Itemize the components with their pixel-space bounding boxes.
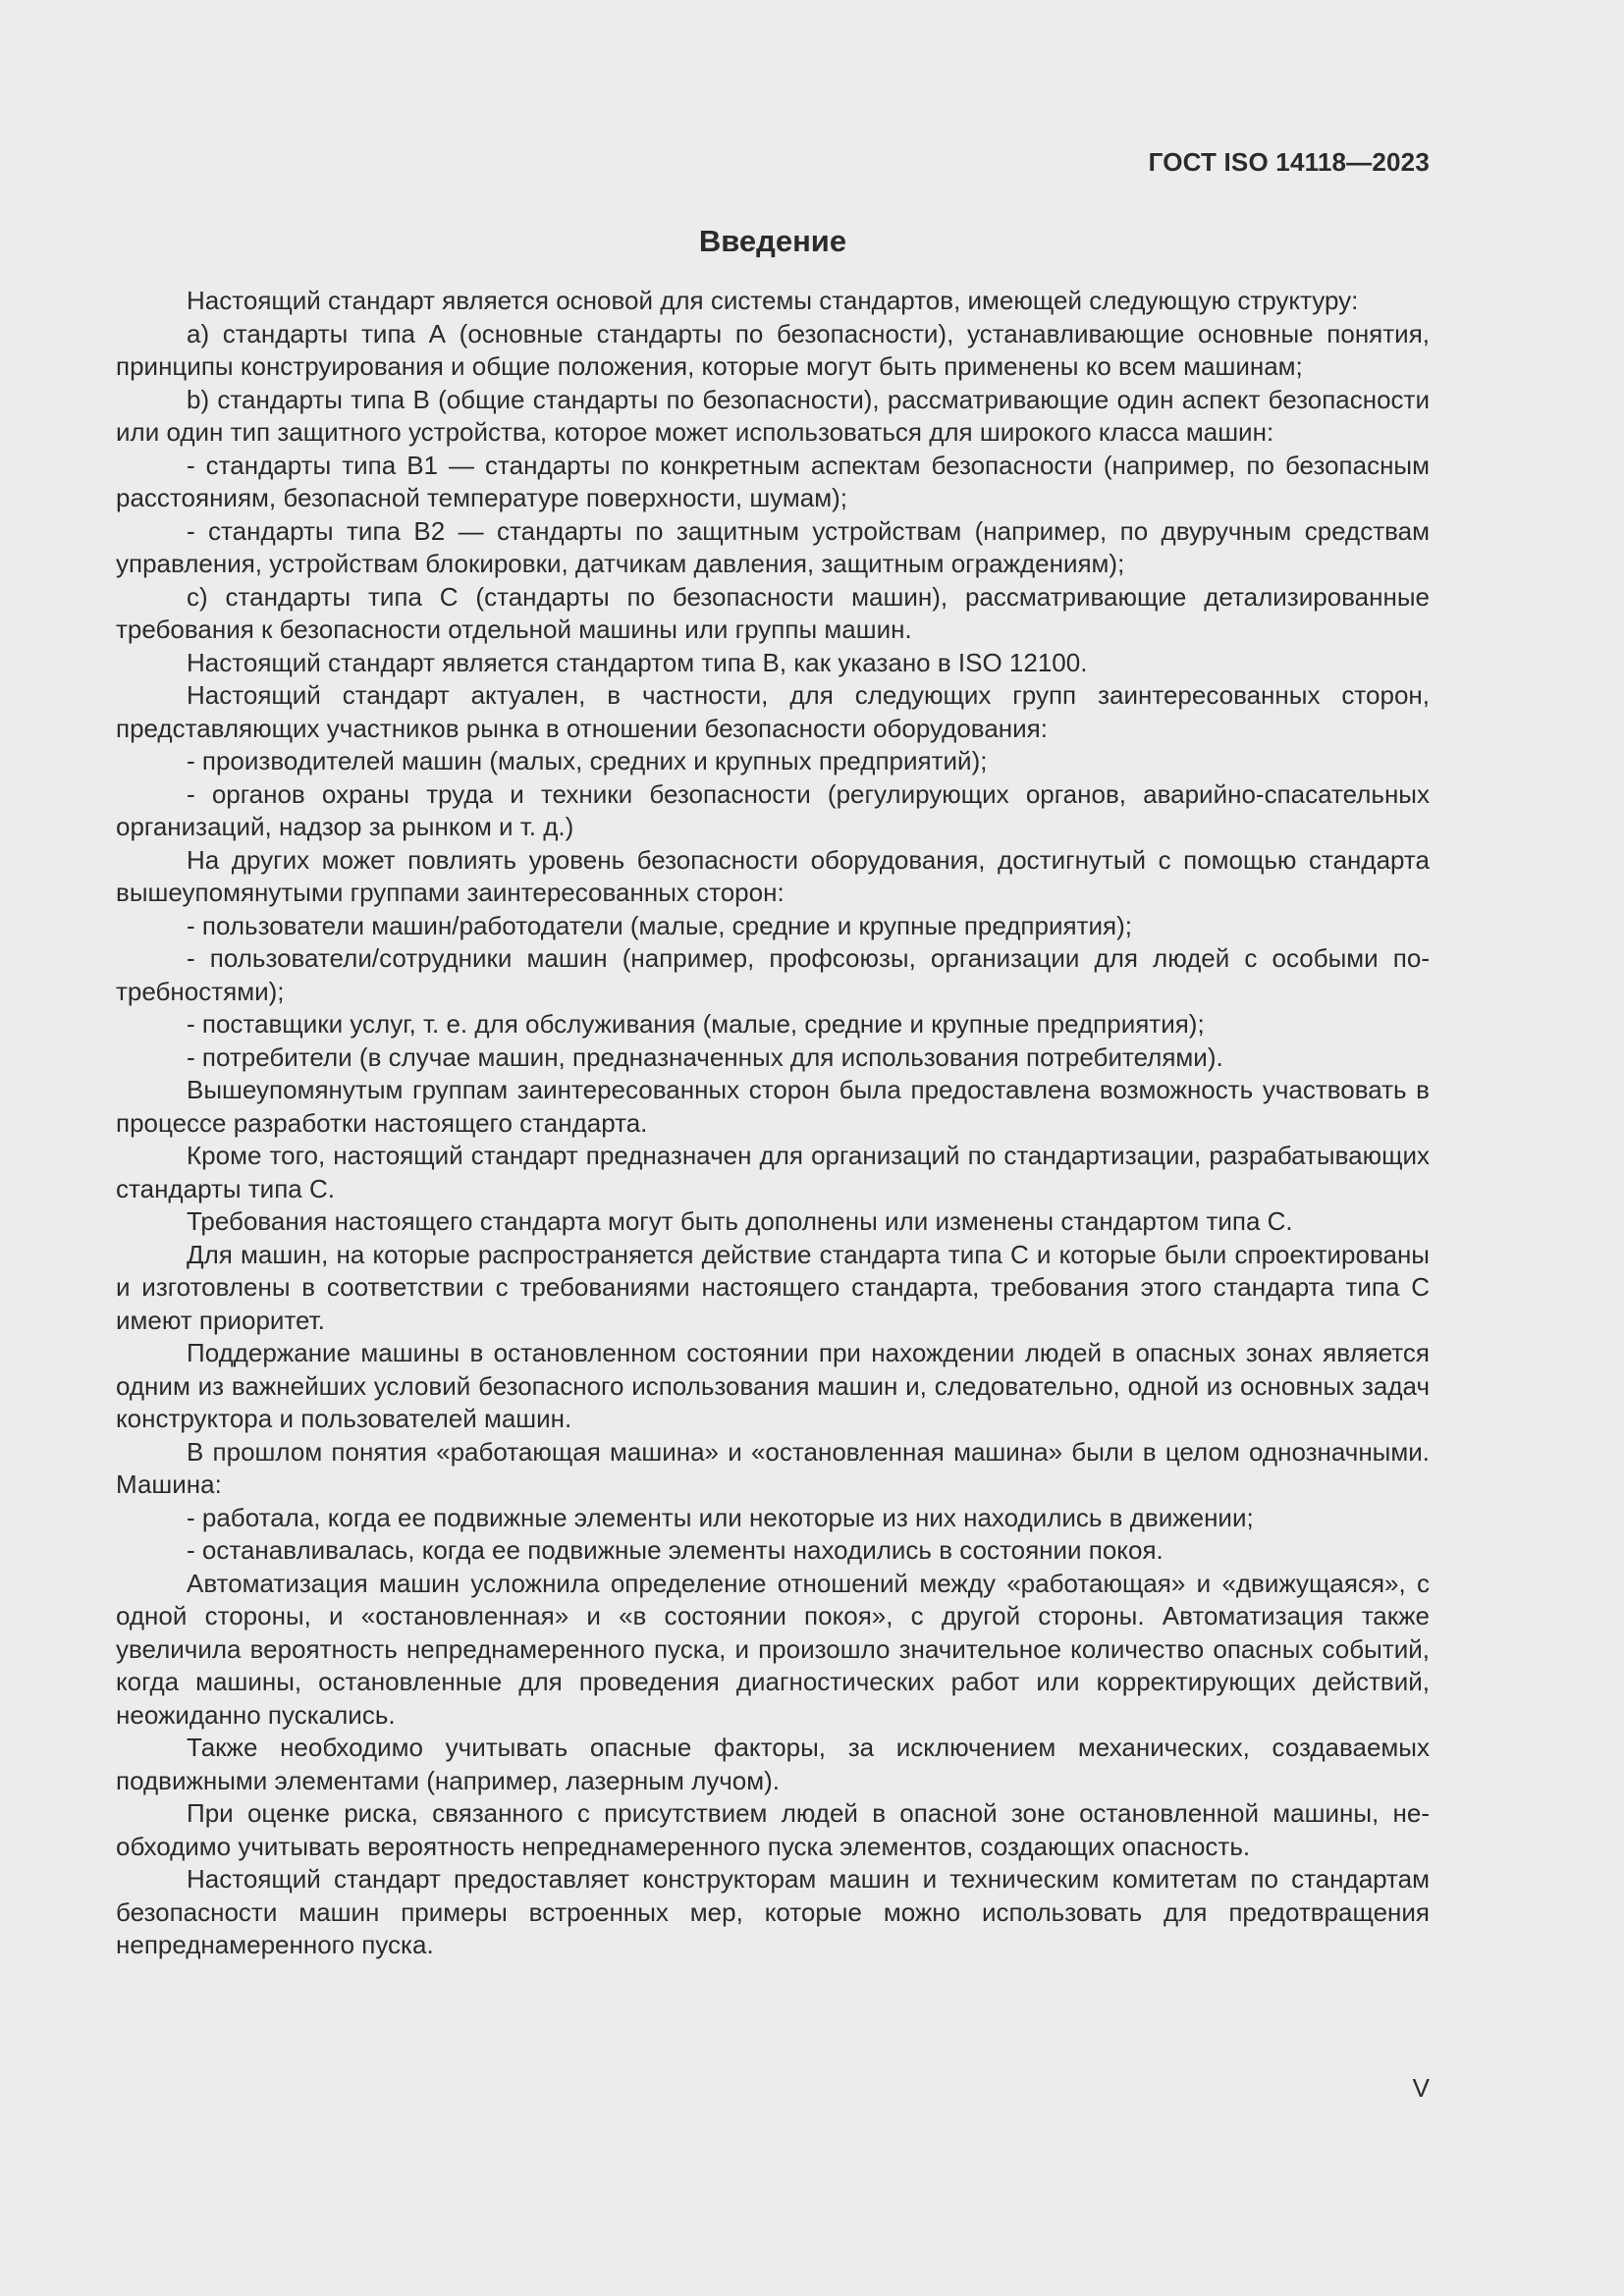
paragraph: - производителей машин (малых, средних и крупных предприятий);	[187, 746, 988, 775]
section-title: Введение	[698, 224, 847, 258]
paragraph: - стандарты типа В1 — стандарты по конкретным аспектам безопасности (например, по безопасным расстояниям, безопасной температуре поверхности, шумам);	[116, 450, 1430, 512]
paragraph: Вышеупомянутым группам заинтересованных сторон была предоставлена возможность участвовать в процессе разработки настоящего стандарта.	[116, 1075, 1430, 1138]
paragraph: c) стандарты типа С (стандарты по безопасности машин), рассматривающие детализированные требования к безопасности отдельной машины или группы машин.	[116, 581, 1430, 644]
paragraph: На других может повлиять уровень безопасности оборудования, достигнутый с помощью стандарта вышеупомянутыми группами заинтересованных сторон:	[116, 844, 1430, 907]
paragraph: Автоматизация машин усложнила определение отношений между «работающая» и «движущаяся», с одной стороны, и «остановленная» и «в состоянии покоя», с другой стороны. Автоматизация также увеличила вероятность непреднамеренного пуска, и произошло значительное количество опасных событий, когда машины, остановленные для проведения диагностических работ или корректирующих действий, неожиданно пускались.	[116, 1568, 1430, 1730]
paragraph: - поставщики услуг, т. е. для обслуживания (малые, средние и крупные предприятия);	[187, 1009, 1205, 1039]
paragraph: В прошлом понятия «работающая машина» и «остановленная машина» были в целом однозначными. Машина:	[116, 1436, 1430, 1499]
paragraph: При оценке риска, связанного с присутствием людей в опасной зоне остановленной машины, необходимо учитывать вероятность непреднамеренного пуска элементов, создающих опасность.	[116, 1798, 1430, 1861]
paragraph: Требования настоящего стандарта могут быть дополнены или изменены стандартом типа С.	[187, 1206, 1293, 1236]
paragraph: - пользователи машин/работодатели (малые, средние и крупные предприятия);	[187, 910, 1132, 940]
paragraph: b) стандарты типа В (общие стандарты по безопасности), рассматривающие один аспект безопасности или один тип защитного устройства, которое может использоваться для широкого класса машин:	[116, 384, 1430, 447]
page-number: V	[1412, 2073, 1430, 2103]
paragraph: a) стандарты типа А (основные стандарты по безопасности), устанавливающие основные понятия, принципы конструирования и общие положения, которые могут быть применены ко всем машинам;	[116, 318, 1430, 381]
paragraph: - стандарты типа В2 — стандарты по защитным устройствам (например, по двуручным средствам управления, устройствам блокировки, датчикам давления, защитным ограждениям);	[116, 515, 1430, 578]
paragraph: Настоящий стандарт предоставляет конструкторам машин и техническим комитетам по стандартам безопасности машин примеры встроенных мер, которые можно использовать для предотвращения непреднамеренного пуска.	[116, 1864, 1430, 1959]
paragraph: Настоящий стандарт является стандартом типа В, как указано в ISO 12100.	[187, 647, 1088, 677]
paragraph: Настоящий стандарт является основой для системы стандартов, имеющей следующую структуру:	[187, 286, 1359, 315]
paragraph: - останавливалась, когда ее подвижные элементы находились в состоянии покоя.	[187, 1535, 1164, 1565]
paragraph: Также необходимо учитывать опасные факторы, за исключением механических, создаваемых подвижными элементами (например, лазерным лучом).	[116, 1733, 1430, 1795]
paragraph: Поддержание машины в остановленном состоянии при нахождении людей в опасных зонах является одним из важнейших условий безопасного использования машин и, следовательно, одной из основных задач конструктора и пользователей машин.	[116, 1338, 1430, 1433]
paragraph: Для машин, на которые распространяется действие стандарта типа С и которые были спроектированы и изготовлены в соответствии с требованиями настоящего стандарта, требования этого стандарта типа С имеют приоритет.	[116, 1239, 1430, 1335]
paragraph: Кроме того, настоящий стандарт предназначен для организаций по стандартизации, разрабатывающих стандарты типа С.	[116, 1141, 1430, 1203]
section-body	[116, 285, 1430, 1962]
paragraph: - потребители (в случае машин, предназначенных для использования потребителями).	[187, 1041, 1223, 1072]
paragraph: - пользователи/сотрудники машин (например, профсоюзы, организации для людей с особыми потребностями);	[116, 943, 1430, 1006]
paragraph: - работала, когда ее подвижные элементы или некоторые из них находились в движении;	[187, 1502, 1254, 1532]
paragraph: Настоящий стандарт актуален, в частности, для следующих групп заинтересованных сторон, представляющих участников рынка в отношении безопасности оборудования:	[116, 680, 1430, 743]
paragraph: - органов охраны труда и техники безопасности (регулирующих органов, аварийно-спасательных организаций, надзор за рынком и т. д.)	[116, 778, 1430, 841]
document-code: ГОСТ ISO 14118—2023	[1148, 147, 1430, 177]
